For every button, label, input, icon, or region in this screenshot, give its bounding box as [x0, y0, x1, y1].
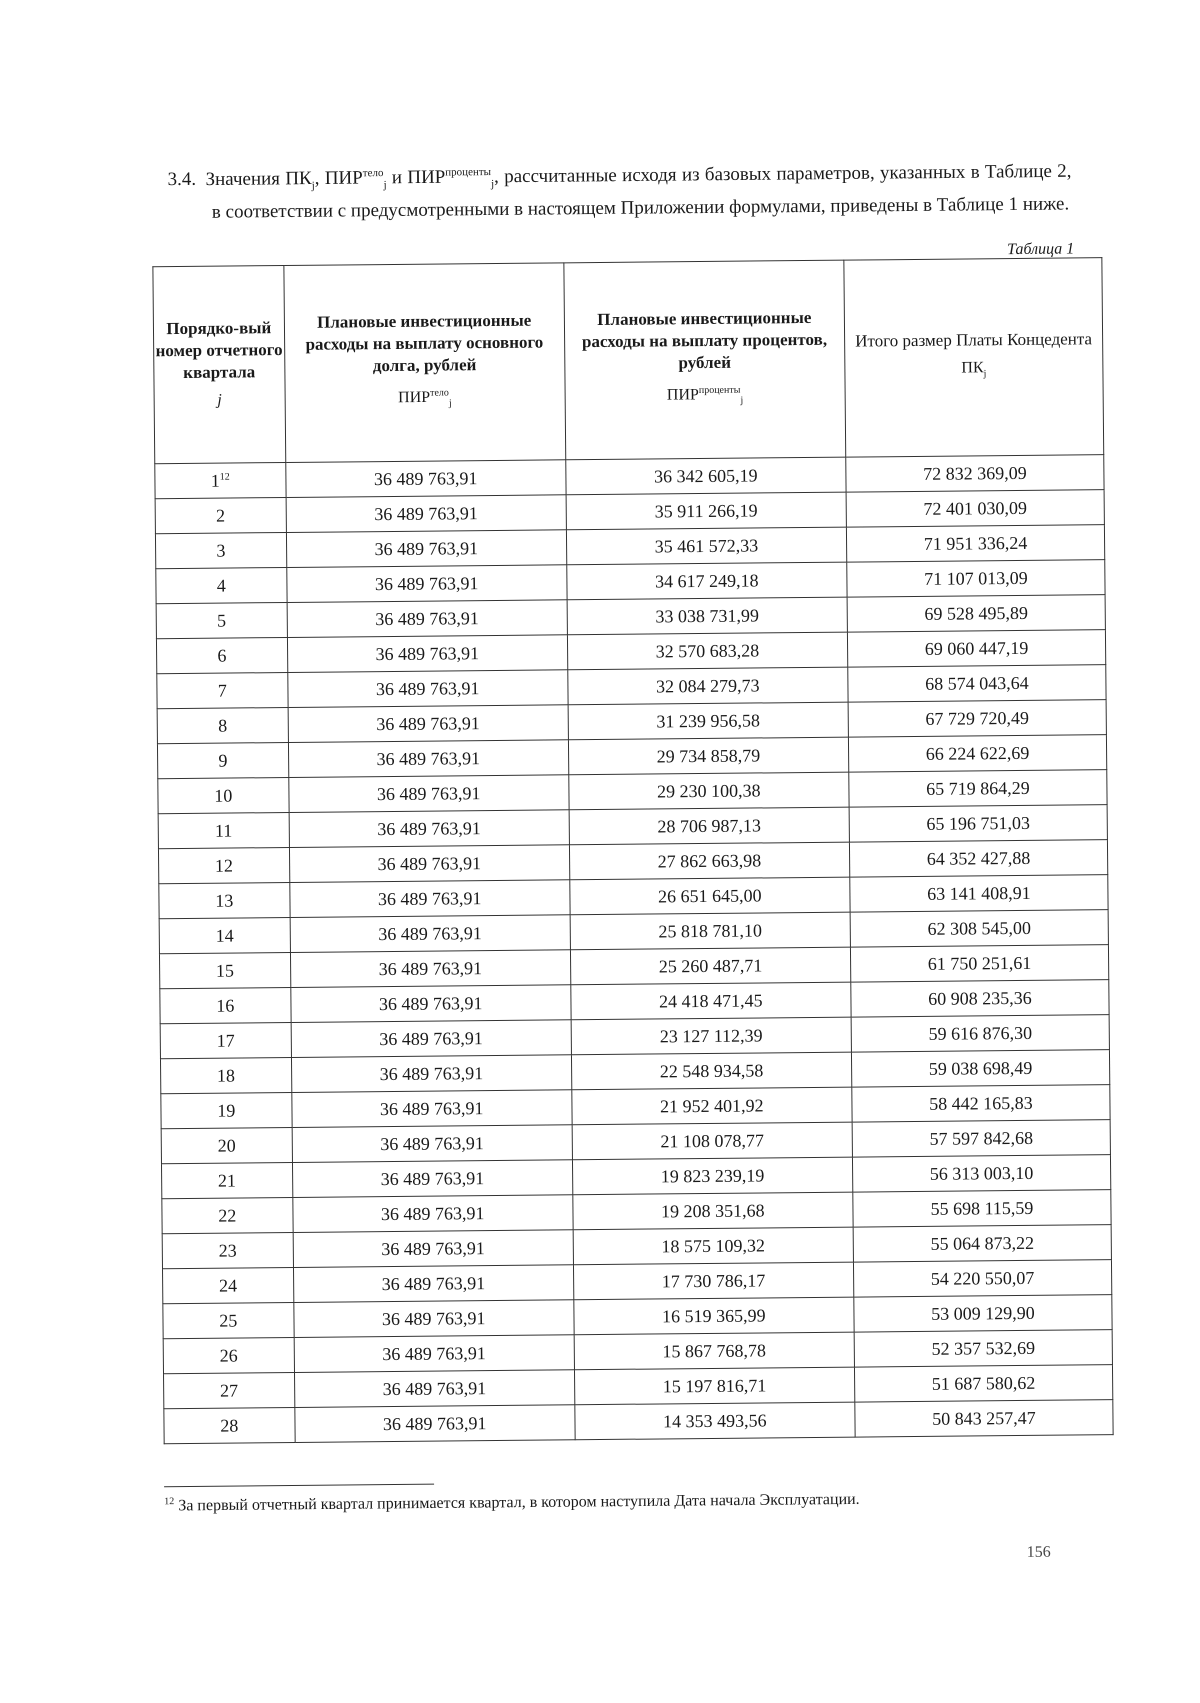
interest-cell: 24 418 471,45 [571, 982, 851, 1020]
quarter-number-cell: 6 [156, 637, 287, 673]
header-col1-label: Порядко-вый номер отчетного квартала [155, 318, 283, 382]
principal-cell: 36 489 763,91 [290, 950, 570, 988]
intro-text-4: , рассчитанные исходя из базовых параметров, указанных в Таблице 2, в соответствии с предусмотренными в настоящем Приложении формулами, приведены в Таблице 1 ниже. [211, 160, 1072, 223]
principal-cell: 36 489 763,91 [291, 1020, 571, 1058]
quarter-number-cell: 3 [155, 532, 286, 568]
principal-cell: 36 489 763,91 [288, 705, 568, 743]
principal-cell: 36 489 763,91 [292, 1090, 572, 1128]
quarter-number-cell: $1^{12}$ [155, 463, 286, 499]
total-cell: 52 357 532,69 [854, 1330, 1112, 1367]
header-col3-symbol: ПИР [666, 386, 699, 404]
total-cell: 71 951 336,24 [846, 525, 1104, 562]
principal-cell: 36 489 763,91 [289, 810, 569, 848]
quarter-number-cell: 4 [156, 567, 287, 603]
principal-cell: 36 489 763,91 [285, 460, 565, 498]
total-cell: 64 352 427,88 [849, 840, 1107, 877]
total-cell: 62 308 545,00 [850, 910, 1108, 947]
total-cell: 65 719 864,29 [849, 770, 1107, 807]
total-cell: 63 141 408,91 [850, 875, 1108, 912]
total-cell: 69 060 447,19 [847, 630, 1105, 667]
interest-cell: 32 084 279,73 [568, 667, 848, 705]
total-cell: 59 038 698,49 [851, 1050, 1109, 1087]
total-cell: 58 442 165,83 [852, 1085, 1110, 1122]
total-cell: 67 729 720,49 [848, 700, 1106, 737]
header-principal [284, 263, 566, 463]
interest-cell: 29 734 858,79 [568, 737, 848, 775]
total-cell: 56 313 003,10 [852, 1155, 1110, 1192]
total-cell: 50 843 257,47 [855, 1400, 1113, 1437]
header-col3-sup: проценты [698, 384, 741, 396]
intro-text-2: , ПИР [314, 167, 363, 190]
total-cell: 55 698 115,59 [853, 1190, 1111, 1227]
interest-cell: 33 038 731,99 [567, 597, 847, 635]
interest-cell: 19 823 239,19 [572, 1157, 852, 1195]
quarter-number-cell: 11 [158, 812, 289, 848]
principal-cell: 36 489 763,91 [287, 670, 567, 708]
interest-cell: 35 461 572,33 [566, 527, 846, 565]
total-cell: 69 528 495,89 [847, 595, 1105, 632]
payments-table [152, 257, 1113, 1444]
principal-cell: 36 489 763,91 [293, 1265, 573, 1303]
quarter-number-cell: 16 [160, 987, 291, 1023]
principal-cell: 36 489 763,91 [294, 1300, 574, 1338]
quarter-number-cell: 25 [163, 1302, 294, 1338]
page-number: 156 [1026, 1543, 1051, 1561]
total-cell: 66 224 622,69 [848, 735, 1106, 772]
table-body [155, 455, 1113, 1444]
principal-cell: 36 489 763,91 [291, 1055, 571, 1093]
intro-sub-1: j [311, 179, 315, 192]
interest-cell: 18 575 109,32 [573, 1227, 853, 1265]
interest-cell: 27 862 663,98 [569, 842, 849, 880]
intro-sub-2: j [383, 179, 387, 192]
quarter-number-cell: 24 [162, 1267, 293, 1303]
quarter-number-cell: 17 [160, 1022, 291, 1058]
quarter-number-cell: 22 [162, 1197, 293, 1233]
interest-cell: 22 548 934,58 [571, 1052, 851, 1090]
header-col3-sub: j [740, 394, 744, 406]
principal-cell: 36 489 763,91 [294, 1370, 574, 1408]
principal-cell: 36 489 763,91 [293, 1230, 573, 1268]
interest-cell: 21 952 401,92 [572, 1087, 852, 1125]
total-cell: 59 616 876,30 [851, 1015, 1109, 1052]
footnote-divider [164, 1484, 434, 1488]
interest-cell: 25 818 781,10 [570, 912, 850, 950]
header-interest [564, 260, 846, 460]
footnote-marker: 12 [164, 1496, 175, 1508]
quarter-number-cell: 27 [164, 1372, 295, 1408]
quarter-number-cell: 13 [159, 882, 290, 918]
quarter-number-cell: 12 [158, 847, 289, 883]
interest-cell: 17 730 786,17 [573, 1262, 853, 1300]
quarter-number-cell: 15 [159, 952, 290, 988]
principal-cell: 36 489 763,91 [287, 600, 567, 638]
quarter-number-cell: 20 [161, 1127, 292, 1163]
total-cell: 71 107 013,09 [847, 560, 1105, 597]
interest-cell: 29 230 100,38 [569, 772, 849, 810]
interest-cell: 14 353 493,56 [575, 1402, 855, 1440]
header-col4-symbol: ПК [961, 359, 984, 377]
header-total [844, 258, 1104, 457]
header-col3-label: Плановые инвестиционные расходы на выплату процентов, рублей [581, 307, 828, 372]
footnote-text: За первый отчетный квартал принимается квартал, в котором наступила Дата начала Эксплуатации. [174, 1490, 860, 1515]
interest-cell: 35 911 266,19 [566, 492, 846, 530]
principal-cell: 36 489 763,91 [286, 495, 566, 533]
quarter-number-cell: 19 [161, 1092, 292, 1128]
principal-cell: 36 489 763,91 [290, 915, 570, 953]
principal-cell: 36 489 763,91 [286, 565, 566, 603]
quarter-number-cell: 21 [161, 1162, 292, 1198]
interest-cell: 31 239 956,58 [568, 702, 848, 740]
total-cell: 72 401 030,09 [846, 490, 1104, 527]
interest-cell: 36 342 605,19 [566, 457, 846, 495]
principal-cell: 36 489 763,91 [295, 1405, 575, 1443]
footnote-ref: 12 [219, 471, 230, 483]
principal-cell: 36 489 763,91 [288, 775, 568, 813]
interest-cell: 26 651 645,00 [570, 877, 850, 915]
principal-cell: 36 489 763,91 [286, 530, 566, 568]
interest-cell: 15 197 816,71 [574, 1367, 854, 1405]
quarter-number-cell: 26 [163, 1337, 294, 1373]
interest-cell: 21 108 078,77 [572, 1122, 852, 1160]
quarter-number-cell: 2 [155, 497, 286, 533]
total-cell: 61 750 251,61 [850, 945, 1108, 982]
principal-cell: 36 489 763,91 [293, 1195, 573, 1233]
total-cell: 54 220 550,07 [853, 1260, 1111, 1297]
header-quarter-number [153, 266, 286, 464]
interest-cell: 28 706 987,13 [569, 807, 849, 845]
principal-cell: 36 489 763,91 [289, 880, 569, 918]
interest-cell: 34 617 249,18 [567, 562, 847, 600]
quarter-number-cell: 23 [162, 1232, 293, 1268]
total-cell: 72 832 369,09 [846, 455, 1104, 492]
intro-sub-3: j [491, 178, 495, 191]
interest-cell: 23 127 112,39 [571, 1017, 851, 1055]
section-number: 3.4. [167, 169, 197, 191]
intro-paragraph [167, 154, 1072, 224]
table-header-row [153, 258, 1104, 464]
principal-cell: 36 489 763,91 [292, 1160, 572, 1198]
intro-text-1: Значения ПК [205, 168, 312, 191]
quarter-number-cell: 5 [156, 602, 287, 638]
total-cell: 51 687 580,62 [854, 1365, 1112, 1402]
total-cell: 57 597 842,68 [852, 1120, 1110, 1157]
total-cell: 68 574 043,64 [848, 665, 1106, 702]
total-cell: 65 196 751,03 [849, 805, 1107, 842]
intro-sup-interest: проценты [445, 166, 492, 179]
intro-text-3: и ПИР [386, 166, 446, 189]
intro-sup-body: тело [362, 167, 384, 180]
header-col1-symbol: j [217, 391, 222, 409]
quarter-number-cell: 7 [157, 672, 288, 708]
header-col2-symbol: ПИР [398, 388, 431, 406]
quarter-number-cell: 14 [159, 917, 290, 953]
interest-cell: 15 867 768,78 [574, 1332, 854, 1370]
principal-cell: 36 489 763,91 [288, 740, 568, 778]
total-cell: 55 064 873,22 [853, 1225, 1111, 1262]
principal-cell: 36 489 763,91 [289, 845, 569, 883]
header-col2-sub: j [448, 397, 452, 409]
interest-cell: 16 519 365,99 [574, 1297, 854, 1335]
header-col2-label: Плановые инвестиционные расходы на выплату основного долга, рублей [305, 310, 544, 375]
header-col4-sub: j [983, 368, 987, 380]
quarter-number-cell: 8 [157, 707, 288, 743]
quarter-number-cell: 28 [164, 1407, 295, 1443]
interest-cell: 32 570 683,28 [567, 632, 847, 670]
quarter-number-cell: 9 [157, 742, 288, 778]
header-col4-label: Итого размер Платы Концедента [855, 329, 1093, 351]
footnote [164, 1488, 1064, 1516]
quarter-number-cell: 18 [160, 1057, 291, 1093]
principal-cell: 36 489 763,91 [292, 1125, 572, 1163]
principal-cell: 36 489 763,91 [290, 985, 570, 1023]
principal-cell: 36 489 763,91 [287, 635, 567, 673]
quarter-number-cell: 10 [158, 777, 289, 813]
interest-cell: 19 208 351,68 [573, 1192, 853, 1230]
principal-cell: 36 489 763,91 [294, 1335, 574, 1373]
table-caption: Таблица 1 [1007, 240, 1075, 259]
interest-cell: 25 260 487,71 [570, 947, 850, 985]
total-cell: 53 009 129,90 [854, 1295, 1112, 1332]
header-col2-sup: тело [430, 387, 449, 399]
total-cell: 60 908 235,36 [851, 980, 1109, 1017]
